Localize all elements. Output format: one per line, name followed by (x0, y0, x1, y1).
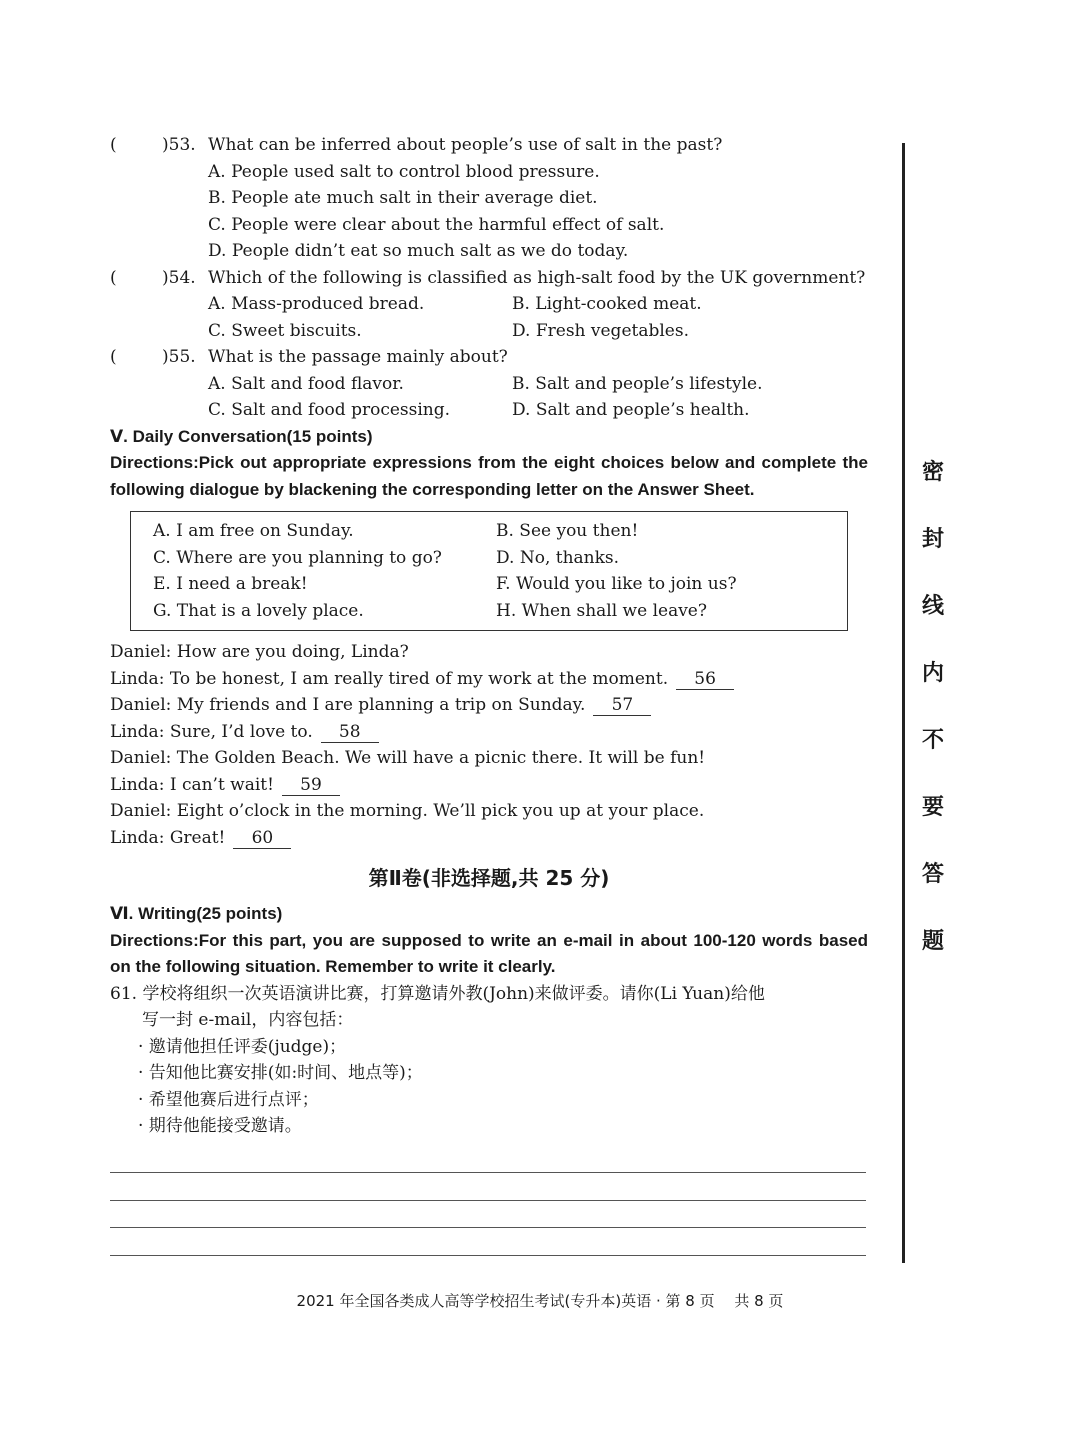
question-number: )55. (162, 347, 196, 367)
option: D. Fresh vegetables. (512, 320, 689, 341)
seal-char: 不 (921, 728, 944, 753)
dialogue-text: Daniel: Eight o’clock in the morning. We’ll pick you up at your place. (110, 801, 705, 821)
section5-directions: Directions:Pick out appropriate expressions from the eight choices below and complete the following dialogue by blackening the corresponding letter on the Answer Sheet. (110, 453, 868, 499)
option: B. Light-cooked meat. (512, 294, 702, 314)
dialogue-line (110, 772, 868, 799)
choice-item: E. I need a break! (153, 574, 308, 594)
choice-row (131, 571, 847, 598)
seal-char: 题 (921, 929, 944, 954)
seal-char: 答 (921, 862, 944, 887)
question-row (110, 344, 868, 371)
task-bullet: · 邀请他担任评委(judge)； (138, 1036, 347, 1057)
question-list (110, 132, 868, 424)
binding-line (902, 143, 905, 1263)
choices-box (130, 511, 848, 631)
dialogue-line (110, 639, 868, 666)
answer-lines[interactable] (110, 1172, 866, 1282)
option: A. Salt and food flavor. (208, 373, 404, 394)
dialogue-text: Linda: To be honest, I am really tired of my work at the moment. (110, 668, 669, 689)
dialogue-line (110, 692, 868, 719)
option-row (110, 291, 868, 318)
question-row (110, 132, 868, 159)
answer-blank[interactable]: 56 (676, 669, 734, 690)
writing-task (110, 981, 868, 1140)
task-bullets (110, 1034, 868, 1140)
task-bullet: · 希望他赛后进行点评； (138, 1089, 319, 1110)
seal-char: 封 (921, 527, 944, 552)
question-text: Which of the following is classified as high-salt food by the UK government? (208, 267, 866, 288)
answer-line[interactable] (110, 1200, 866, 1228)
dialogue-line (110, 798, 868, 825)
question-number: )53. (162, 135, 196, 155)
section6-title: Ⅵ. Writing(25 points) (110, 904, 283, 923)
seal-char: 线 (921, 594, 944, 619)
choice-row (131, 598, 847, 625)
choice-item: A. I am free on Sunday. (153, 521, 354, 541)
dialogue-text: Linda: I can’t wait! (110, 774, 274, 795)
choice-item: C. Where are you planning to go? (153, 547, 442, 568)
section5-title: Ⅴ. Daily Conversation(15 points) (110, 426, 373, 446)
answer-blank[interactable]: 60 (233, 828, 291, 849)
option: C. Sweet biscuits. (208, 320, 362, 341)
question-row (110, 265, 868, 292)
seal-char: 要 (921, 795, 944, 820)
choice-row (131, 545, 847, 572)
dialogue-line (110, 666, 868, 693)
choice-item: B. See you then! (496, 521, 639, 541)
answer-blank[interactable]: 59 (282, 775, 340, 796)
option-row (110, 185, 868, 212)
dialogue-text: Daniel: My friends and I are planning a trip on Sunday. (110, 695, 586, 715)
option-row (110, 397, 868, 424)
option-row (110, 212, 868, 239)
task-bullet: · 告知他比赛安排(如:时间、地点等)； (138, 1063, 423, 1083)
answer-line[interactable] (110, 1227, 866, 1255)
question-text: What is the passage mainly about? (208, 347, 508, 367)
option-row (110, 238, 868, 265)
dialogue (110, 639, 868, 851)
option: D. Salt and people’s health. (512, 400, 750, 420)
dialogue-text: Daniel: The Golden Beach. We will have a picnic there. It will be fun! (110, 748, 706, 768)
task-line-2: 写一封 e-mail，内容包括： (142, 1010, 354, 1030)
task-line-1: 61. 学校将组织一次英语演讲比赛，打算邀请外教(John)来做评委。请你(Li Yuan)给他 (110, 983, 765, 1004)
answer-paren: ( (110, 267, 117, 288)
dialogue-line (110, 719, 868, 746)
answer-paren: ( (110, 135, 117, 155)
answer-paren: ( (110, 347, 117, 367)
dialogue-line (110, 745, 868, 772)
seal-text (918, 455, 948, 991)
seal-char: 密 (921, 460, 944, 485)
option: A. People used salt to control blood pressure. (208, 161, 600, 182)
dialogue-text: Linda: Great! (110, 827, 226, 848)
option: D. People didn’t eat so much salt as we do today. (208, 241, 629, 261)
question-text: What can be inferred about people’s use of salt in the past? (208, 135, 723, 155)
option: C. Salt and food processing. (208, 400, 451, 420)
choice-item: H. When shall we leave? (496, 600, 707, 621)
answer-line[interactable] (110, 1255, 866, 1283)
option-row (110, 371, 868, 398)
option: A. Mass-produced bread. (208, 294, 425, 314)
page-footer: 2021 年全国各类成人高等学校招生考试(专升本)英语 · 第 8 页 共 8 页 (296, 1292, 784, 1310)
dialogue-line (110, 825, 868, 852)
answer-line[interactable] (110, 1172, 866, 1200)
question-number: )54. (162, 267, 196, 288)
page-content (110, 132, 868, 1140)
answer-blank[interactable]: 57 (593, 695, 651, 716)
dialogue-text: Daniel: How are you doing, Linda? (110, 642, 409, 662)
option: C. People were clear about the harmful effect of salt. (208, 214, 665, 235)
option-row (110, 159, 868, 186)
answer-blank[interactable]: 58 (321, 722, 379, 743)
dialogue-text: Linda: Sure, I’d love to. (110, 721, 313, 742)
option: B. People ate much salt in their average diet. (208, 188, 598, 208)
choice-row (131, 518, 847, 545)
choice-item: D. No, thanks. (496, 547, 620, 568)
section6-directions: Directions:For this part, you are supposed to write an e-mail in about 100-120 words based on the following situation. Remember to write it clearly. (110, 930, 868, 976)
choice-item: G. That is a lovely place. (153, 600, 364, 621)
seal-char: 内 (921, 661, 944, 686)
task-bullet: · 期待他能接受邀请。 (138, 1116, 302, 1136)
option: B. Salt and people’s lifestyle. (512, 373, 763, 394)
choice-item: F. Would you like to join us? (496, 574, 737, 594)
part2-title: 第Ⅱ卷(非选择题,共 25 分) (368, 866, 610, 890)
option-row (110, 318, 868, 345)
